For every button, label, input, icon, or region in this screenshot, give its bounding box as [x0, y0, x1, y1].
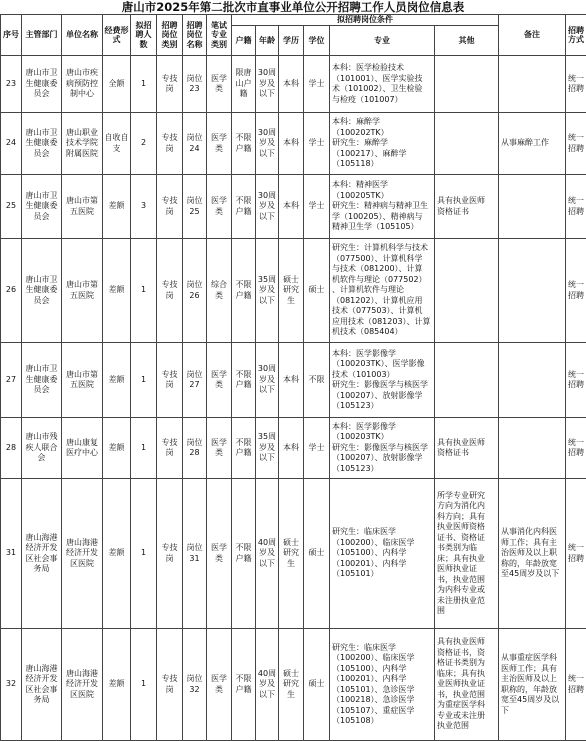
major-line: （100200）、临床医学 — [332, 653, 433, 664]
header-major: 专业 — [330, 26, 435, 56]
major-line: 机软件与理论（077502） — [332, 275, 433, 286]
age-cell: 30周岁及以下 — [256, 56, 279, 113]
funding-cell: 自收自支 — [103, 113, 131, 175]
count-cell: 1 — [131, 56, 157, 113]
header-education: 学历 — [279, 26, 304, 56]
other-line: 为重症医学科 — [437, 700, 497, 711]
household-cell: 不限户籍 — [232, 175, 256, 239]
remark-cell: 从事消化内科医师工作；具有主治医师及以上职称的，年龄放宽至45周岁及以下 — [499, 479, 566, 629]
method-cell: 统一招聘 — [566, 343, 586, 418]
major-line: （077500）、计算机科学 — [332, 254, 433, 265]
education-cell: 本科 — [279, 343, 304, 418]
post-type-cell: 专技岗 — [157, 479, 183, 629]
unit-cell: 唐山市疾病预防控制中心 — [62, 56, 103, 113]
table-row — [1, 418, 586, 479]
post-type-cell: 专技岗 — [157, 239, 183, 343]
household-cell: 不限户籍 — [232, 479, 256, 629]
education-cell: 硕士研究生 — [279, 629, 304, 741]
page-title: 唐山市2025年第二批次市直事业单位公开招聘工作人员岗位信息表 — [0, 0, 586, 14]
written-cell: 医学类 — [207, 343, 232, 418]
other-cell — [435, 56, 499, 113]
funding-cell: 差额 — [103, 175, 131, 239]
seq-cell: 32 — [1, 629, 22, 741]
header-other: 其他 — [435, 26, 499, 56]
major-line: （100203TK）、医学影像 — [332, 359, 433, 370]
other-line: 具有执业医师 — [437, 438, 497, 449]
degree-cell: 学士 — [304, 418, 330, 479]
post-name-cell: 岗位24 — [183, 113, 207, 175]
other-line: 书类别为临 — [437, 543, 497, 554]
dept-cell: 唐山海港经济开发区社会事务局 — [22, 479, 62, 629]
post-type-cell: 专技岗 — [157, 343, 183, 418]
seq-cell: 24 — [1, 113, 22, 175]
major-line: （100218）、急诊医学 — [332, 695, 433, 706]
header-method: 招聘方式 — [566, 15, 586, 56]
major-line: 精神卫生学（105105） — [332, 222, 433, 233]
count-cell: 1 — [131, 418, 157, 479]
education-cell: 本科 — [279, 113, 304, 175]
method-cell: 统一招聘 — [566, 56, 586, 113]
method-cell: 统一招聘 — [566, 479, 586, 629]
header-remark: 备注 — [499, 15, 566, 56]
other-line: 书，执业范围 — [437, 690, 497, 701]
post-name-cell: 岗位32 — [183, 629, 207, 741]
major-line: （105107）、重症医学 — [332, 706, 433, 717]
major-cell — [330, 56, 435, 113]
header-written: 笔试专业类别 — [207, 15, 232, 56]
major-line: （101001）、医学实验技 — [332, 74, 433, 85]
major-cell — [330, 343, 435, 418]
post-type-cell: 专技岗 — [157, 56, 183, 113]
other-line: 格证书类别为 — [437, 658, 497, 669]
household-cell: 不限户籍 — [232, 113, 256, 175]
major-line: （105118） — [332, 159, 433, 170]
dept-cell: 唐山市卫生健康委员会 — [22, 56, 62, 113]
degree-cell: 学士 — [304, 113, 330, 175]
unit-cell: 唐山康复医疗中心 — [62, 418, 103, 479]
written-cell: 医学类 — [207, 479, 232, 629]
other-line: 执业医师资格 — [437, 522, 497, 533]
other-line: 围 — [437, 606, 497, 617]
major-line: （105100）、内科学 — [332, 548, 433, 559]
dept-cell: 唐山市卫生健康委员会 — [22, 343, 62, 418]
major-line: （105100）、内科学 — [332, 664, 433, 675]
major-line: （105123） — [332, 401, 433, 412]
header-post-type: 招聘岗位类别 — [157, 15, 183, 56]
count-cell: 1 — [131, 343, 157, 418]
written-cell: 医学类 — [207, 629, 232, 741]
age-cell: 35周岁及以下 — [256, 239, 279, 343]
header-age: 年龄 — [256, 26, 279, 56]
other-line: 证书、资格证 — [437, 533, 497, 544]
degree-cell: 硕士 — [304, 629, 330, 741]
household-cell: 不限户籍 — [232, 418, 256, 479]
degree-cell: 学士 — [304, 56, 330, 113]
age-cell: 30周岁及以下 — [256, 113, 279, 175]
unit-cell: 唐山市第五医院 — [62, 343, 103, 418]
household-cell: 不限户籍 — [232, 343, 256, 418]
table-row — [1, 479, 586, 629]
other-line: 资格证书，资 — [437, 648, 497, 659]
other-cell — [435, 113, 499, 175]
funding-cell: 差额 — [103, 629, 131, 741]
header-count: 拟招聘人数 — [131, 15, 157, 56]
major-cell — [330, 175, 435, 239]
major-line: （105101）、急诊医学 — [332, 685, 433, 696]
funding-cell: 差额 — [103, 418, 131, 479]
unit-cell: 唐山市第五医院 — [62, 239, 103, 343]
header-funding: 经费形式 — [103, 15, 131, 56]
major-line: （100200）、临床医学 — [332, 538, 433, 549]
table-row — [1, 629, 586, 741]
major-cell — [330, 479, 435, 629]
major-line: 研究生：精神病与精神卫生 — [332, 201, 433, 212]
age-cell: 40周岁及以下 — [256, 479, 279, 629]
age-cell: 30周岁及以下 — [256, 343, 279, 418]
major-line: （100203TK） — [332, 432, 433, 443]
post-type-cell: 专技岗 — [157, 113, 183, 175]
major-line: 研究生：麻醉学 — [332, 138, 433, 149]
written-cell: 医学类 — [207, 175, 232, 239]
major-line: 学（100205）、精神病与 — [332, 212, 433, 223]
post-name-cell: 岗位31 — [183, 479, 207, 629]
major-line: 技术（077503）、计算机 — [332, 306, 433, 317]
major-cell — [330, 418, 435, 479]
major-line: 、计算机软件与理论 — [332, 285, 433, 296]
household-cell: 限唐山户籍 — [232, 56, 256, 113]
dept-cell: 唐山市卫生健康委员会 — [22, 175, 62, 239]
major-line: （100205TK） — [332, 191, 433, 202]
major-line: 研究生：影像医学与核医学 — [332, 443, 433, 454]
other-line: 未注册执业范 — [437, 596, 497, 607]
seq-cell: 25 — [1, 175, 22, 239]
major-line: （105101） — [332, 569, 433, 580]
post-name-cell: 岗位28 — [183, 418, 207, 479]
other-cell — [435, 629, 499, 741]
other-line: 为内科专业或 — [437, 585, 497, 596]
other-line: 所学专业研究 — [437, 491, 497, 502]
count-cell: 1 — [131, 629, 157, 741]
written-cell: 医学类 — [207, 113, 232, 175]
method-cell: 统一招聘 — [566, 418, 586, 479]
other-line: 临床；具有执 — [437, 669, 497, 680]
age-cell: 30周岁及以下 — [256, 175, 279, 239]
major-line: 本科：医学影像学 — [332, 349, 433, 360]
major-cell — [330, 113, 435, 175]
header-dept: 主管部门 — [22, 15, 62, 56]
other-line: 资格证书 — [437, 448, 497, 459]
seq-cell: 31 — [1, 479, 22, 629]
other-line: 资格证书 — [437, 207, 497, 218]
degree-cell: 学士 — [304, 175, 330, 239]
education-cell: 硕士研究生 — [279, 479, 304, 629]
household-cell: 不限户籍 — [232, 239, 256, 343]
funding-cell: 差额 — [103, 239, 131, 343]
post-type-cell: 专技岗 — [157, 629, 183, 741]
other-line: 方向为消化内 — [437, 501, 497, 512]
major-cell — [330, 239, 435, 343]
other-cell — [435, 175, 499, 239]
other-cell — [435, 479, 499, 629]
degree-cell: 硕士 — [304, 479, 330, 629]
table-row — [1, 239, 586, 343]
unit-cell: 唐山职业技术学院附属医院 — [62, 113, 103, 175]
major-line: （100202TK） — [332, 128, 433, 139]
major-line: 研究生：临床医学 — [332, 643, 433, 654]
major-line: （100217）、麻醉学 — [332, 149, 433, 160]
other-line: 执业范围 — [437, 721, 497, 732]
seq-cell: 26 — [1, 239, 22, 343]
table-row — [1, 343, 586, 418]
table-row — [1, 113, 586, 175]
other-line: 科方向；具有 — [437, 512, 497, 523]
table-row — [1, 175, 586, 239]
other-line: 书，执业范围 — [437, 575, 497, 586]
major-line: （105123） — [332, 464, 433, 475]
count-cell: 1 — [131, 239, 157, 343]
unit-cell: 唐山市第五医院 — [62, 175, 103, 239]
education-cell: 本科 — [279, 56, 304, 113]
major-line: （100201）、内科学 — [332, 674, 433, 685]
degree-cell: 硕士 — [304, 239, 330, 343]
degree-cell: 不限 — [304, 343, 330, 418]
other-line: 专业或未注册 — [437, 711, 497, 722]
dept-cell: 唐山市残疾人联合会 — [22, 418, 62, 479]
remark-cell — [499, 239, 566, 343]
remark-cell — [499, 56, 566, 113]
dept-cell: 唐山海港经济开发区社会事务局 — [22, 629, 62, 741]
post-name-cell: 岗位25 — [183, 175, 207, 239]
education-cell: 硕士研究生 — [279, 239, 304, 343]
remark-cell: 从事重症医学科医师工作；具有主治医师及以上职称的，年龄放宽至45周岁及以下 — [499, 629, 566, 741]
table-body — [1, 56, 586, 741]
post-type-cell: 专技岗 — [157, 418, 183, 479]
major-cell — [330, 629, 435, 741]
major-line: 机技术（085404） — [332, 327, 433, 338]
funding-cell: 全额 — [103, 56, 131, 113]
major-line: 本科：医学影像学 — [332, 422, 433, 433]
written-cell: 医学类 — [207, 56, 232, 113]
method-cell: 统一招聘 — [566, 113, 586, 175]
header-post-name: 招聘岗位名称 — [183, 15, 207, 56]
major-line: （100201）、内科学 — [332, 559, 433, 570]
header-household: 户籍 — [232, 26, 256, 56]
funding-cell: 差额 — [103, 479, 131, 629]
other-line: 床；具有执业 — [437, 554, 497, 565]
method-cell: 统一招聘 — [566, 175, 586, 239]
major-line: （100207）、放射影像学 — [332, 453, 433, 464]
header-conditions: 拟招聘岗位条件 — [232, 15, 499, 26]
major-line: 本科：麻醉学 — [332, 117, 433, 128]
method-cell: 统一招聘 — [566, 629, 586, 741]
other-cell — [435, 343, 499, 418]
major-line: 应用技术（081203）、计算 — [332, 317, 433, 328]
dept-cell: 唐山市卫生健康委员会 — [22, 113, 62, 175]
header-seq: 序号 — [1, 15, 22, 56]
major-line: 研究生：计算机科学与技术 — [332, 243, 433, 254]
major-line: 研究生：临床医学 — [332, 527, 433, 538]
education-cell: 本科 — [279, 175, 304, 239]
funding-cell: 差额 — [103, 343, 131, 418]
header-degree: 学位 — [304, 26, 330, 56]
major-line: （105108） — [332, 716, 433, 727]
major-line: 与检疫（101007） — [332, 95, 433, 106]
other-line: 医师执业证 — [437, 564, 497, 575]
remark-cell — [499, 343, 566, 418]
age-cell: 35周岁及以下 — [256, 418, 279, 479]
post-name-cell: 岗位26 — [183, 239, 207, 343]
post-name-cell: 岗位23 — [183, 56, 207, 113]
other-line: 业医师执业证 — [437, 679, 497, 690]
unit-cell: 唐山海港经济开发区医院 — [62, 479, 103, 629]
major-line: 本科：医学检验技术 — [332, 63, 433, 74]
dept-cell: 唐山市卫生健康委员会 — [22, 239, 62, 343]
remark-cell — [499, 418, 566, 479]
method-cell: 统一招聘 — [566, 239, 586, 343]
count-cell: 1 — [131, 479, 157, 629]
seq-cell: 27 — [1, 343, 22, 418]
header-unit: 单位名称 — [62, 15, 103, 56]
major-line: 研究生：影像医学与核医学 — [332, 380, 433, 391]
other-line: 具有执业医师 — [437, 637, 497, 648]
post-type-cell: 专技岗 — [157, 175, 183, 239]
education-cell: 本科 — [279, 418, 304, 479]
major-line: 与技术（081200）、计算 — [332, 264, 433, 275]
other-line: 具有执业医师 — [437, 196, 497, 207]
other-cell — [435, 418, 499, 479]
other-cell — [435, 239, 499, 343]
count-cell: 2 — [131, 113, 157, 175]
seq-cell: 23 — [1, 56, 22, 113]
count-cell: 3 — [131, 175, 157, 239]
written-cell: 综合类 — [207, 239, 232, 343]
unit-cell: 唐山海港经济开发区医院 — [62, 629, 103, 741]
household-cell: 不限户籍 — [232, 629, 256, 741]
post-name-cell: 岗位27 — [183, 343, 207, 418]
written-cell: 医学类 — [207, 418, 232, 479]
major-line: （081202）、计算机应用 — [332, 296, 433, 307]
major-line: 术（101002）、卫生检验 — [332, 84, 433, 95]
table-row — [1, 56, 586, 113]
age-cell: 40周岁及以下 — [256, 629, 279, 741]
seq-cell: 28 — [1, 418, 22, 479]
major-line: （100207）、放射影像学 — [332, 391, 433, 402]
major-line: 技术（101003） — [332, 370, 433, 381]
remark-cell: 从事麻醉工作 — [499, 113, 566, 175]
major-line: 本科：精神医学 — [332, 180, 433, 191]
positions-table — [0, 14, 586, 741]
remark-cell — [499, 175, 566, 239]
